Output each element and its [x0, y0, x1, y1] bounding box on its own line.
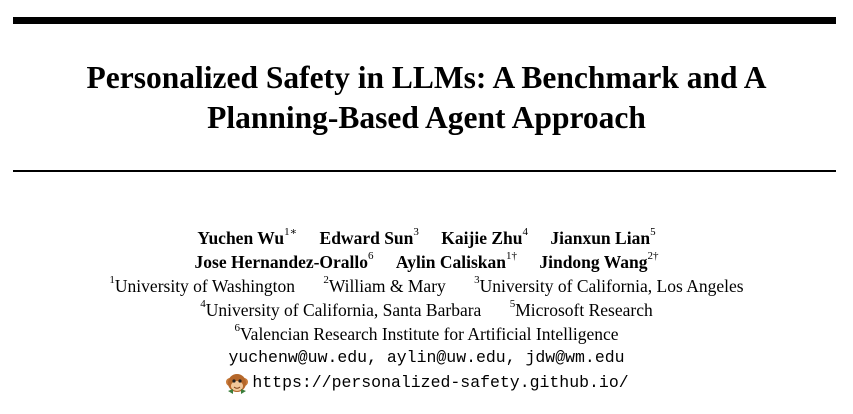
affiliation-sup: 2 [323, 274, 329, 287]
affiliation-name: University of California, Santa Barbara [205, 300, 482, 320]
affiliations-row-1 [0, 274, 853, 298]
author-sup: 1† [505, 250, 517, 263]
author-sup: 4 [522, 226, 528, 239]
author-name: Jose Hernandez-Orallo [194, 252, 369, 272]
author-block [0, 226, 853, 404]
title-line-1: Personalized Safety in LLMs: A Benchmark and A [86, 60, 767, 95]
project-url-link[interactable]: https://personalized-safety.github.io/ [252, 373, 629, 392]
title-line-2: Planning-Based Agent Approach [207, 100, 646, 135]
affiliation-name: William & Mary [328, 276, 446, 296]
affiliation-name: University of California, Los Angeles [479, 276, 744, 296]
project-url-row [0, 370, 853, 404]
top-rule [13, 17, 836, 24]
author-name: Aylin Caliskan [395, 252, 506, 272]
affiliation-sup: 6 [234, 322, 240, 335]
author-sup: 5 [650, 226, 656, 239]
cartoon-monkey-logo-icon [224, 370, 250, 396]
author-sup: 3 [413, 226, 419, 239]
affiliation-sup: 3 [474, 274, 480, 287]
affiliation-name: Microsoft Research [515, 300, 653, 320]
author-name: Kaijie Zhu [441, 228, 523, 248]
author-name: Jianxun Lian [550, 228, 651, 248]
affiliation-sup: 5 [509, 298, 516, 311]
paper-title [0, 58, 853, 138]
author-sup: 6 [368, 250, 374, 263]
affiliation-sup: 4 [200, 298, 206, 311]
author-sup: 2† [647, 250, 659, 263]
authors-row-1 [0, 226, 853, 250]
authors-row-2 [0, 250, 853, 274]
author-name: Edward Sun [319, 228, 414, 248]
author-emails: yuchenw@uw.edu, aylin@uw.edu, jdw@wm.edu [228, 348, 625, 367]
affiliations-row-2 [0, 298, 853, 322]
author-name: Yuchen Wu [197, 228, 285, 248]
affiliation-sup: 1 [109, 274, 115, 287]
affiliation-name: Valencian Research Institute for Artificial Intelligence [239, 324, 619, 344]
author-sup: 1∗ [284, 226, 298, 239]
affiliations-row-3 [0, 322, 853, 346]
author-name: Jindong Wang [539, 252, 648, 272]
affiliation-name: University of Washington [114, 276, 295, 296]
bottom-rule [13, 170, 836, 172]
